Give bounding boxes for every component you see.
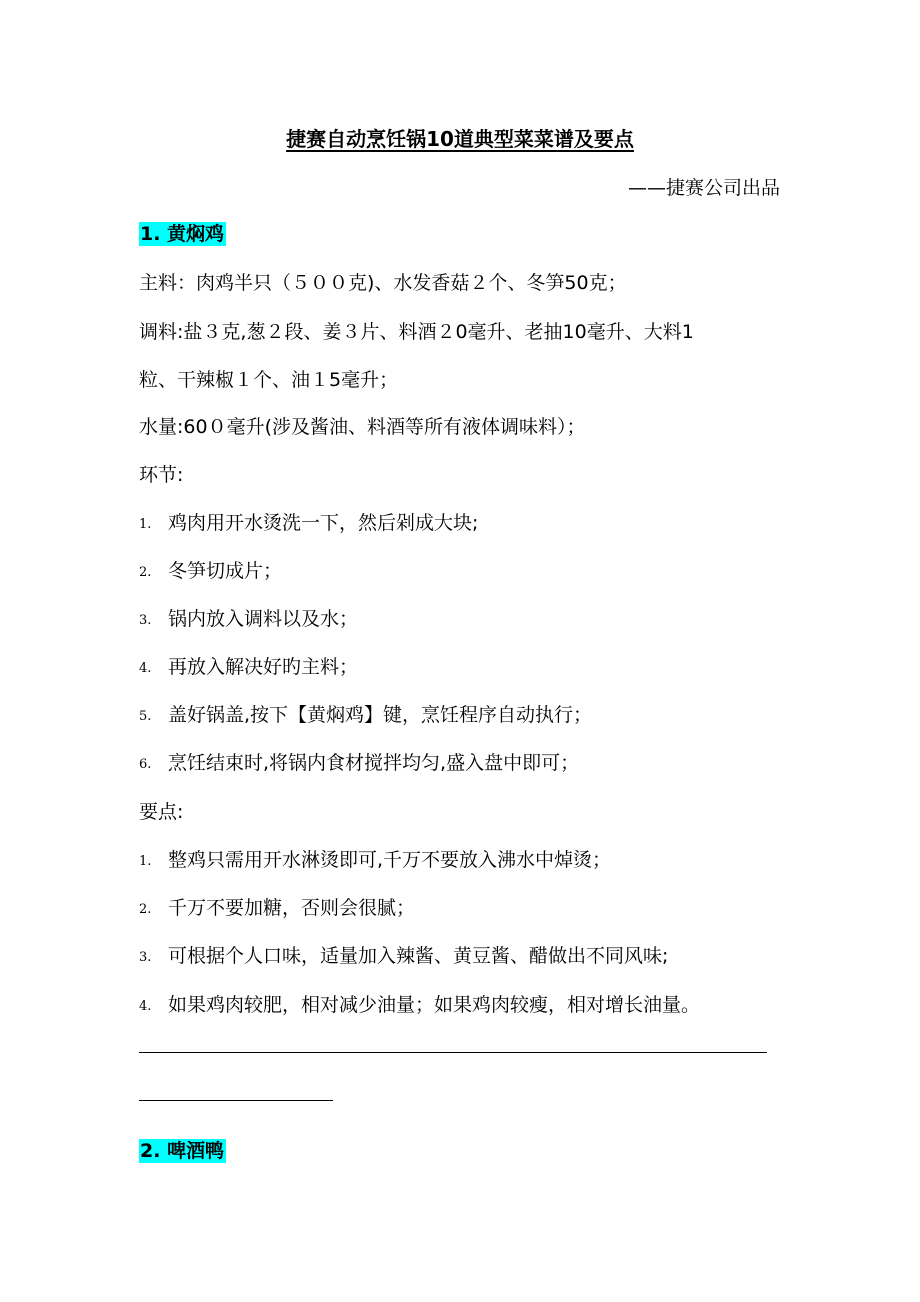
step-number: 5. [139,709,152,724]
water-amount: 水量:60０毫升(涉及酱油、料酒等所有液体调味料）； [139,416,586,438]
step-item [139,700,592,732]
recipe-heading-2 [139,1138,226,1164]
step-item [139,556,282,588]
step-number: 1. [139,517,152,532]
point-item [139,845,611,877]
step-item [139,652,358,684]
point-text: 可根据个人口味，适量加入辣酱、黄豆酱、醋做出不同风味; [168,945,669,967]
step-text: 锅内放入调料以及水； [168,608,359,630]
point-number: 2. [139,902,152,917]
point-item [139,990,700,1022]
step-number: 4. [139,661,152,676]
seasoning-line-1: 调料:盐３克,葱２段、姜３片、料酒２0毫升、老抽10毫升、大料1 [139,321,694,343]
point-number: 1. [139,854,152,869]
steps-label: 环节: [139,464,184,486]
step-text: 烹饪结束时,将锅内食材搅拌均匀,盛入盘中即可； [168,752,580,774]
step-text: 再放入解决好旳主料； [168,656,359,678]
separator-line-short [139,1100,333,1101]
point-text: 整鸡只需用开水淋烫即可,千万不要放入沸水中焯烫； [168,849,612,871]
step-item [139,604,358,636]
separator-line [139,1052,767,1053]
document-subtitle: ——捷赛公司出品 [627,177,780,199]
recipe-heading-2-text: 2. 啤酒鸭 [140,1140,225,1162]
main-ingredients: 主料：肉鸡半只（５００克)、水发香菇２个、冬笋50克； [139,272,627,294]
point-item [139,941,668,973]
step-number: 2. [139,565,152,580]
step-item [139,748,579,780]
point-text: 如果鸡肉较肥，相对减少油量；如果鸡肉较瘦，相对增长油量。 [168,994,701,1016]
point-number: 3. [139,950,152,965]
points-label: 要点: [139,801,184,823]
recipe-heading-1 [139,221,226,247]
step-text: 鸡肉用开水烫洗一下，然后剁成大块; [168,512,479,534]
step-text: 冬笋切成片； [168,560,283,582]
document-title: 捷赛自动烹饪锅10道典型菜菜谱及要点 [286,127,634,151]
point-text: 千万不要加糖，否则会很腻； [168,897,416,919]
point-number: 4. [139,999,152,1014]
step-text: 盖好锅盖,按下【黄焖鸡】键，烹饪程序自动执行； [168,704,593,726]
recipe-heading-1-text: 1. 黄焖鸡 [140,223,225,245]
step-number: 6. [139,757,152,772]
seasoning-line-2: 粒、干辣椒１个、油１5毫升； [139,369,399,391]
step-number: 3. [139,613,152,628]
point-item [139,893,415,925]
step-item [139,508,478,540]
